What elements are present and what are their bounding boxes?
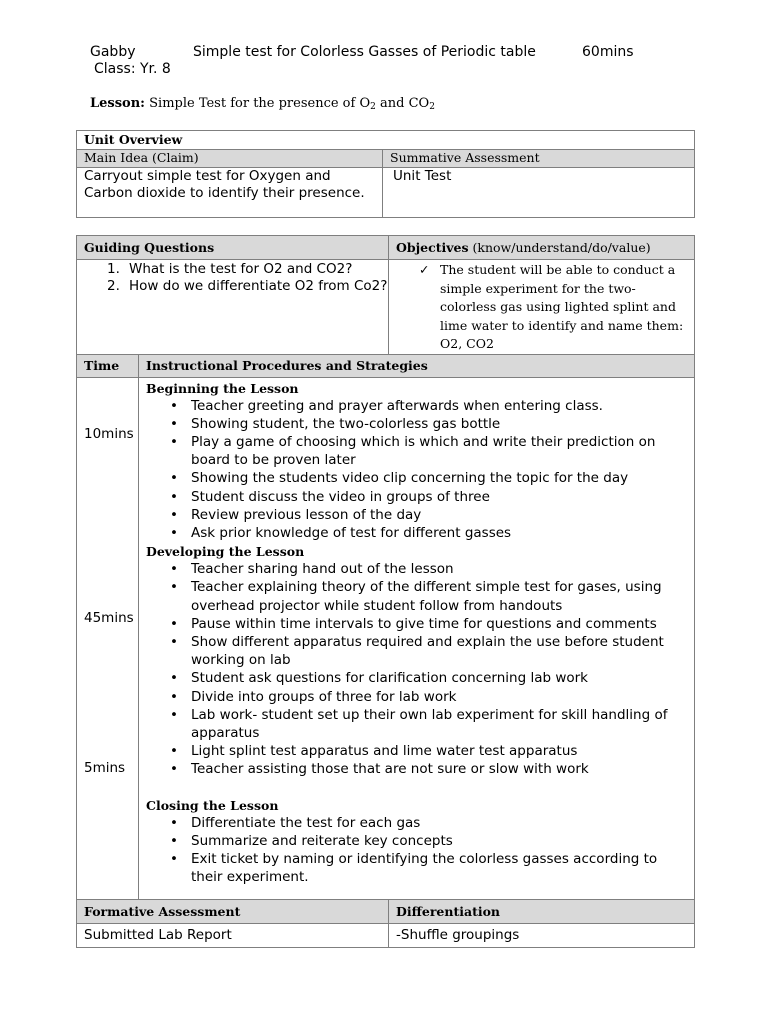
summative-text: Unit Test [383, 168, 695, 218]
main-idea-header: Main Idea (Claim) [77, 150, 383, 168]
author-name: Gabby [90, 44, 136, 60]
formative-text: Submitted Lab Report [77, 923, 389, 947]
list-item: ✓ The student will be able to conduct a simple experiment for the two-colorless gas using lighted splint and lime water to identify and name them: O2, CO2 [396, 261, 686, 354]
list-item: • Show different apparatus required and explain the use before student working on lab [146, 633, 680, 669]
time-beginning: 10mins [84, 425, 134, 442]
developing-list [146, 560, 680, 778]
lesson-title: Simple test for Colorless Gasses of Periodic table [193, 44, 536, 60]
list-item: • Student discuss the video in groups of three [146, 488, 680, 506]
objectives-cell [389, 260, 695, 355]
list-item: • Teacher sharing hand out of the lesson [146, 560, 680, 578]
closing-list [146, 814, 680, 887]
list-item: • Pause within time intervals to give time for questions and comments [146, 615, 680, 633]
section-title-developing: Developing the Lesson [146, 544, 305, 560]
list-item: • Teacher explaining theory of the different simple test for gases, using overhead projector while student follow from handouts [146, 578, 680, 614]
list-item: • Review previous lesson of the day [146, 506, 680, 524]
list-item: • Divide into groups of three for lab work [146, 688, 680, 706]
time-developing: 45mins [84, 609, 134, 626]
time-closing: 5mins [84, 759, 126, 776]
lesson-label: Lesson: [90, 96, 145, 111]
list-item: • Play a game of choosing which is which and write their prediction on board to be proven later [146, 433, 680, 469]
guiding-questions-cell [77, 260, 389, 355]
lesson-line [90, 96, 435, 112]
unit-overview-heading: Unit Overview [77, 131, 695, 150]
list-item: • Light splint test apparatus and lime water test apparatus [146, 742, 680, 760]
list-item: • Showing the students video clip concerning the topic for the day [146, 469, 680, 487]
summative-header: Summative Assessment [383, 150, 695, 168]
differentiation-text: -Shuffle groupings [389, 923, 695, 947]
list-item: • Student ask questions for clarification concerning lab work [146, 669, 680, 687]
procedures-cell [139, 377, 695, 899]
differentiation-header: Differentiation [389, 899, 695, 923]
list-item: • Showing student, the two-colorless gas bottle [146, 415, 680, 433]
list-item: • Ask prior knowledge of test for different gasses [146, 524, 680, 542]
time-header: Time [77, 354, 139, 377]
guiding-questions-list [84, 261, 388, 295]
section-title-closing: Closing the Lesson [146, 797, 279, 813]
time-cell [77, 377, 139, 899]
main-idea-text: Carryout simple test for Oxygen and Carbon dioxide to identify their presence. [77, 168, 383, 218]
list-item: • Summarize and reiterate key concepts [146, 832, 680, 850]
lesson-text: Simple Test for the presence of $O_2$ and $CO_2$ [149, 96, 435, 112]
unit-overview-table [76, 130, 695, 218]
beginning-list [146, 397, 680, 543]
list-item: • Exit ticket by naming or identifying the colorless gasses according to their experiment. [146, 850, 680, 886]
objectives-header: Objectives (know/understand/do/value) [389, 236, 695, 260]
lesson-duration: 60mins [582, 44, 634, 60]
lesson-plan-table [76, 235, 695, 948]
list-item: 2. How do we differentiate O2 from Co2? [107, 278, 388, 294]
list-item: • Differentiate the test for each gas [146, 814, 680, 832]
section-title-beginning: Beginning the Lesson [146, 380, 299, 396]
guiding-questions-header: Guiding Questions [77, 236, 389, 260]
list-item: • Lab work- student set up their own lab experiment for skill handling of apparatus [146, 706, 680, 742]
list-item: • Teacher greeting and prayer afterwards when entering class. [146, 397, 680, 415]
class-label: Class: Yr. 8 [94, 61, 171, 77]
formative-header: Formative Assessment [77, 899, 389, 923]
list-item: • Teacher assisting those that are not sure or slow with work [146, 760, 680, 778]
list-item: 1. What is the test for O2 and CO2? [107, 261, 353, 277]
objectives-list [396, 261, 686, 354]
procedures-header: Instructional Procedures and Strategies [139, 354, 695, 377]
